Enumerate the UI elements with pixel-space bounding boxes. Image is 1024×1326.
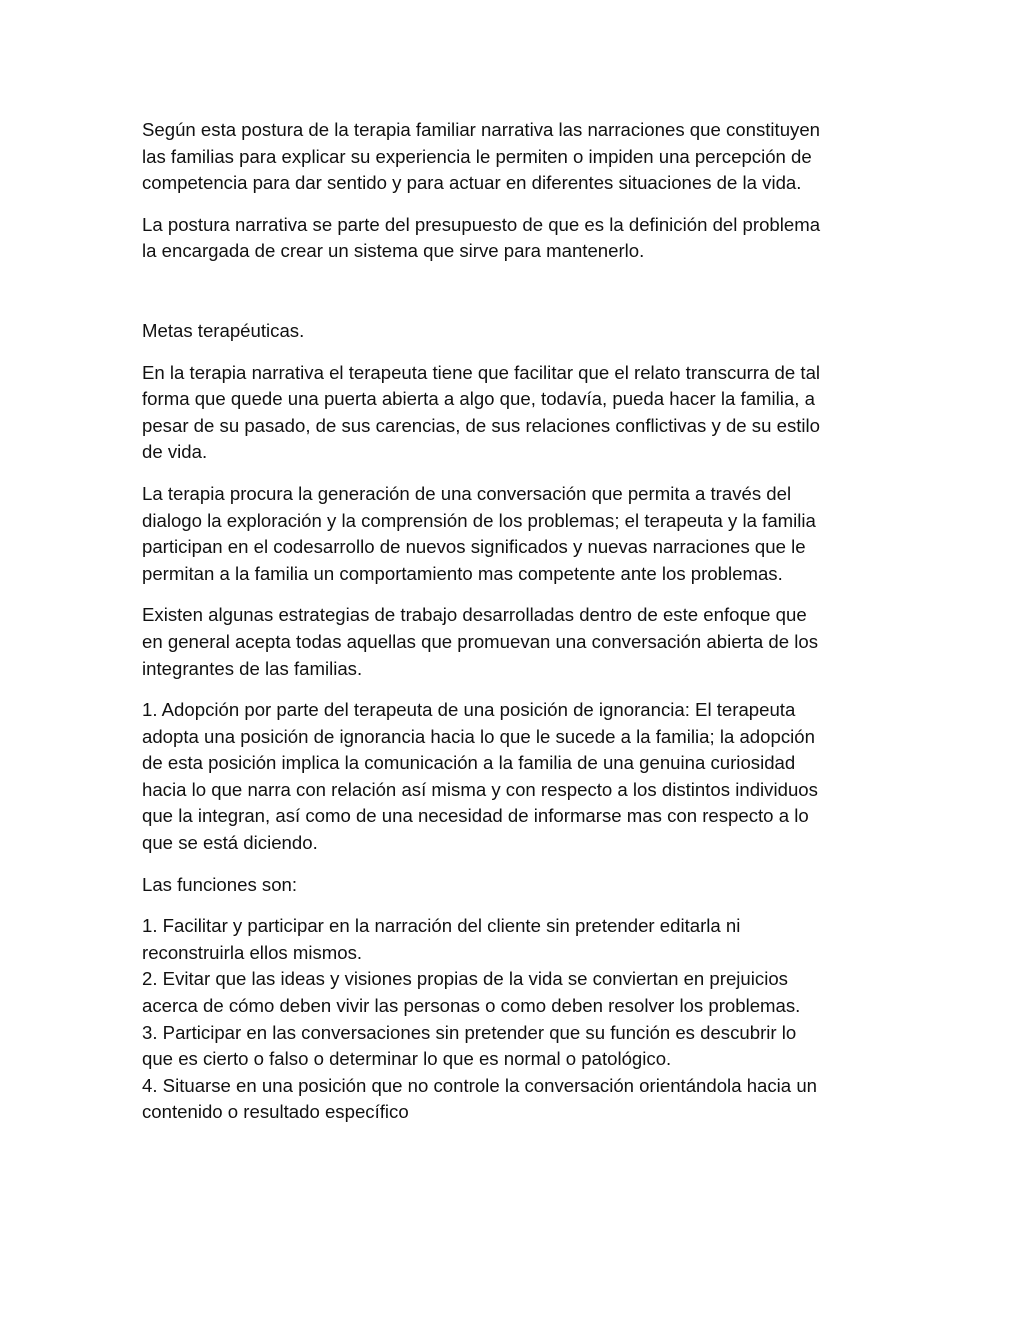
text-line: que la integran, así como de una necesidad de informarse mas con respecto a lo (142, 805, 809, 827)
text-line: La postura narrativa se parte del presupuesto de que es la definición del problema (142, 213, 821, 235)
functions-list (142, 913, 887, 1126)
text-line: hacia lo que narra con relación así misma y con respecto a los distintos individuos (142, 778, 818, 800)
list-item: 3. Participar en las conversaciones sin pretender que su función es descubrir lo (142, 1021, 797, 1043)
paragraph-terapia-narrativa (142, 360, 887, 466)
list-item: acerca de cómo deben vivir las personas o como deben resolver los problemas. (142, 995, 801, 1017)
text-line: Las funciones son: (142, 873, 298, 895)
text-line: las familias para explicar su experiencia le permiten o impiden una percepción de (142, 145, 812, 167)
blank-gap (142, 265, 887, 318)
list-item: que es cierto o falso o determinar lo que es normal o patológico. (142, 1048, 672, 1070)
text-line: pesar de su pasado, de sus carencias, de sus relaciones conflictivas y de su estilo (142, 414, 821, 436)
text-line: participan en el codesarrollo de nuevos significados y nuevas narraciones que le (142, 536, 806, 558)
text-line: En la terapia narrativa el terapeuta tiene que facilitar que el relato transcurra de tal (142, 361, 821, 383)
list-item: contenido o resultado específico (142, 1101, 409, 1123)
text-line: la encargada de crear un sistema que sirve para mantenerlo. (142, 240, 645, 262)
text-line: Según esta postura de la terapia familiar narrativa las narraciones que constituyen (142, 119, 821, 140)
paragraph-intro (142, 117, 887, 197)
paragraph-postura (142, 212, 887, 265)
text-line: forma que quede una puerta abierta a algo que, todavía, pueda hacer la familia, a (142, 388, 815, 410)
paragraph-adopcion (142, 697, 887, 857)
list-item: 4. Situarse en una posición que no controle la conversación orientándola hacia un (142, 1074, 817, 1096)
paragraph-funciones-label (142, 872, 887, 899)
text-line: de vida. (142, 441, 208, 463)
text-line: que se está diciendo. (142, 832, 318, 854)
text-line: 1. Adopción por parte del terapeuta de una posición de ignorancia: El terapeuta (142, 699, 796, 721)
text-line: de esta posición implica la comunicación a la familia de una genuina curiosidad (142, 752, 796, 774)
heading-text: Metas terapéuticas. (142, 319, 305, 341)
text-line: integrantes de las familias. (142, 657, 363, 679)
text-line: adopta una posición de ignorancia hacia lo que le sucede a la familia; la adopción (142, 725, 815, 747)
document-body (142, 117, 887, 1126)
list-item: 2. Evitar que las ideas y visiones propias de la vida se conviertan en prejuicios (142, 968, 788, 990)
text-line: Existen algunas estrategias de trabajo desarrolladas dentro de este enfoque que (142, 604, 807, 626)
section-heading (142, 318, 887, 345)
text-line: La terapia procura la generación de una conversación que permita a través del (142, 482, 792, 504)
list-item: reconstruirla ellos mismos. (142, 941, 363, 963)
text-line: competencia para dar sentido y para actuar en diferentes situaciones de la vida. (142, 172, 802, 194)
text-line: dialogo la exploración y la comprensión de los problemas; el terapeuta y la familia (142, 509, 816, 531)
text-line: permitan a la familia un comportamiento mas competente ante los problemas. (142, 562, 783, 584)
text-line: en general acepta todas aquellas que promuevan una conversación abierta de los (142, 630, 819, 652)
paragraph-generacion (142, 481, 887, 587)
list-item: 1. Facilitar y participar en la narración del cliente sin pretender editarla ni (142, 915, 741, 937)
paragraph-estrategias (142, 602, 887, 682)
